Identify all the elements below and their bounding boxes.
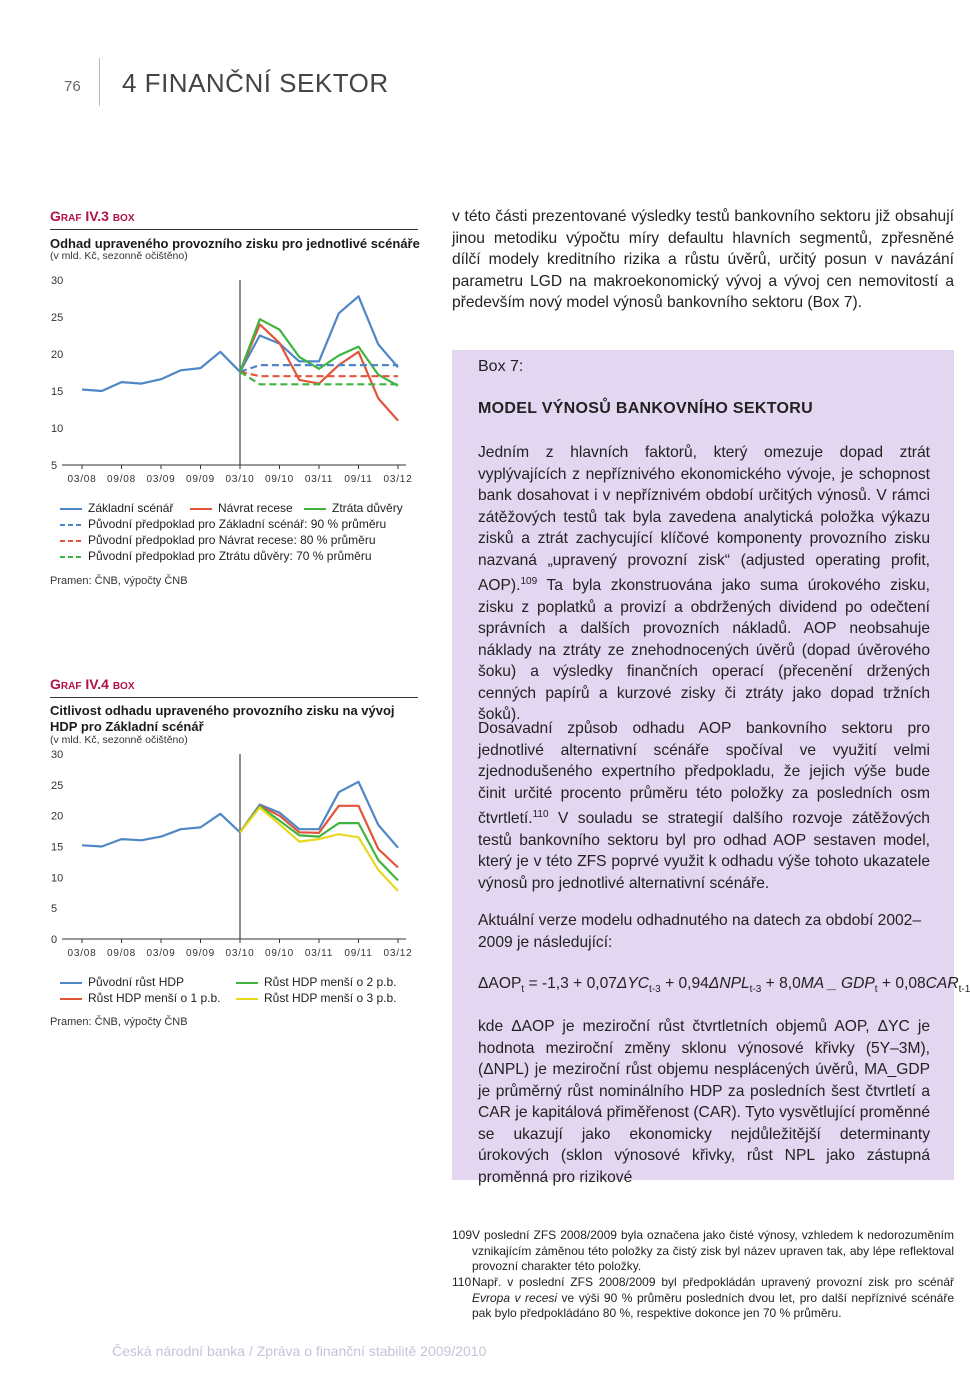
formula-sub-t3-b: t-3 — [749, 984, 762, 996]
legend-orig-baseline — [60, 516, 386, 532]
legend-recession-label: Návrat recese — [218, 501, 293, 515]
legend-loss-label: Ztráta důvěry — [332, 501, 403, 515]
chapter-title: 4 FINANČNÍ SEKTOR — [122, 68, 389, 98]
graf2-ytick-label: 0 — [51, 934, 58, 946]
graf1-xtick-label: 03/10 — [225, 474, 255, 485]
graf1-rule — [50, 229, 418, 230]
legend-orig-baseline-label: Původní předpoklad pro Základní scénář: 90 % průměru — [88, 517, 387, 531]
footnote-110-text-em: Evropa v recesi — [472, 1290, 558, 1305]
legend-gdp-orig — [60, 974, 184, 990]
footnote-110-text — [472, 1275, 954, 1322]
graf2-xtick-label: 09/08 — [106, 948, 137, 959]
graf2-xtick-label: 09/11 — [344, 948, 373, 959]
formula-car: CAR — [925, 975, 959, 992]
legend-gdp-minus1-label: Růst HDP menší o 1 p.b. — [88, 991, 221, 1005]
graf1-title: Odhad upraveného provozního zisku pro jednotlivé scénáře — [50, 236, 420, 251]
header-divider — [99, 58, 100, 106]
box7-p2a-text: Dosavadní způsob odhadu AOP bankovního sektoru pro jednotlivé alternativní scénáře spočíval ve využití velmi zjednodušeného expertního předpokladu, že jejich výše bude činit určité procento průměru této položky za posledních osm čtvrtletí. — [478, 720, 930, 828]
legend-gdp-orig-label: Původní růst HDP — [88, 975, 185, 989]
graf2-xtick-label: 03/08 — [67, 948, 97, 959]
box7-p2b-text: V souladu se strategií dalšího rozvoje zátěžových testů bankovního sektoru byl pro odhad AOP sestaven model, který je v této ZFS poprvé využit k odhadu výše tohoto ukazatele výnosů pro jednotlivé alternativní scénáře. — [478, 810, 930, 892]
graf2-xtick-label: 09/10 — [264, 948, 295, 959]
formula-eq: = -1,3 + 0,07 — [528, 975, 617, 992]
page-footer: Česká národní banka / Zpráva o finanční stabilitě 2009/2010 — [112, 1343, 487, 1359]
box7-title: MODEL VÝNOSŮ BANKOVNÍHO SEKTORU — [478, 400, 813, 417]
formula-sub-t3-a: t-3 — [649, 984, 661, 996]
graf1-label: Graf IV.3 box — [50, 208, 135, 224]
footnote-ref-109: 109 — [520, 576, 538, 587]
footnote-110-number: 110 — [452, 1275, 472, 1289]
graf1-unit: (v mld. Kč, sezonně očištěno) — [50, 250, 188, 262]
box7-p1b-text: Ta byla zkonstruována jako suma úrokového zisku, zisku z poplatků a provizí a obdržených dividend po odečtení správních a dalších provozních nákladů. AOP neobsahuje náklady na ztráty ze znehodnocených úvěrů (dopad úvěrového šoku) a výsledky finančních operací (přecenění držených cenných papírů a kurzové zisky či ztráty jako dopad tržních šoků). — [478, 577, 930, 724]
intro-paragraph: v této části prezentované výsledky testů bankovního sektoru již obsahují jinou metodiku výpočtu míry defaultu hlavních segmentů, zpřesněné dílčí modely kreditního rizika a růstu úvěrů, určitý posun v navázání parametru LGD na makroekonomický vývoj a vývoj cen nemovitostí a především nový model výnosů bankovního sektoru (Box 7). — [452, 208, 954, 311]
box7-paragraph-2 — [478, 718, 930, 894]
legend-loss — [304, 500, 403, 516]
formula-plus2: + 8,0 — [765, 975, 801, 992]
legend-baseline — [60, 500, 173, 516]
box7-paragraph-3: Aktuální verze modelu odhadnutého na datech za období 2002–2009 je následující: — [478, 912, 922, 951]
formula-yc: ΔYC — [616, 975, 650, 992]
legend-orig-recession-label: Původní předpoklad pro Návrat recese: 80 % průměru — [88, 533, 376, 547]
graf2-title: Citlivost odhadu upraveného provozního zisku na vývoj HDP pro Základní scénář — [50, 703, 395, 734]
formula-sub-t: t — [521, 984, 525, 996]
graf1-xtick-label: 03/09 — [146, 474, 176, 485]
graf1-xtick-label: 09/08 — [106, 474, 137, 485]
formula-npl: ΔNPL — [708, 975, 750, 992]
legend-gdp-minus3-label: Růst HDP menší o 3 p.b. — [264, 991, 397, 1005]
graf2-chart — [40, 748, 430, 966]
graf2-ytick-label: 5 — [51, 903, 58, 916]
legend-baseline-label: Základní scénář — [88, 501, 174, 515]
legend-gdp-minus2 — [236, 974, 397, 990]
graf1-xtick-label: 09/11 — [344, 474, 373, 485]
graf1-ytick-label: 10 — [51, 423, 64, 435]
graf2-rule — [50, 697, 418, 698]
graf1-series-line-1 — [240, 324, 398, 420]
aop-formula — [478, 975, 970, 995]
graf2-ytick-label: 25 — [51, 779, 64, 792]
graf1-source: Pramen: ČNB, výpočty ČNB — [50, 575, 188, 587]
graf2-ytick-label: 30 — [51, 749, 64, 761]
box7-paragraph-1 — [478, 442, 930, 726]
formula-magdp: MA _ GDP — [800, 975, 875, 992]
legend-orig-loss — [60, 548, 372, 564]
legend-gdp-minus2-label: Růst HDP menší o 2 p.b. — [264, 975, 397, 989]
graf1-xtick-label: 03/11 — [304, 474, 334, 485]
footnote-110 — [452, 1275, 954, 1322]
box7-label: Box 7: — [478, 358, 524, 375]
graf2-ytick-label: 20 — [51, 810, 64, 823]
graf2-ytick-label: 15 — [51, 841, 64, 854]
graf1-ytick-label: 20 — [51, 349, 64, 361]
legend-gdp-minus3 — [236, 990, 397, 1006]
graf2-xtick-label: 03/09 — [146, 948, 176, 959]
legend-recession — [190, 500, 293, 516]
graf1-chart — [40, 265, 430, 495]
graf2-xtick-label: 03/10 — [225, 948, 255, 959]
graf1-ytick-label: 5 — [51, 460, 58, 472]
formula-lhs: ΔAOP — [478, 975, 522, 992]
graf2-xtick-label: 09/09 — [185, 948, 216, 959]
graf2-label: Graf IV.4 box — [50, 676, 135, 692]
graf1-ytick-label: 30 — [51, 275, 64, 287]
graf2-unit: (v mld. Kč, sezonně očištěno) — [50, 734, 188, 746]
formula-sub-t1: t-1 — [958, 984, 970, 996]
formula-sub-t-b: t — [874, 984, 878, 996]
graf1-xtick-label: 09/10 — [264, 474, 295, 485]
footnote-109-number: 109 — [452, 1228, 473, 1242]
page-number: 76 — [64, 78, 81, 95]
graf2-source: Pramen: ČNB, výpočty ČNB — [50, 1016, 188, 1028]
legend-orig-recession — [60, 532, 376, 548]
formula-plus3: + 0,08 — [881, 975, 926, 992]
graf2-ytick-label: 10 — [51, 872, 64, 885]
graf1-xtick-label: 09/09 — [185, 474, 216, 485]
footnote-109-text: V poslední ZFS 2008/2009 byla označena jako čisté výnosy, vzhledem k nedorozuměním vznikajícím záměnou této položky za čistý zisk byl název upraven tak, aby lépe reflektoval provozní charakter této položky. — [472, 1228, 954, 1273]
formula-plus1: + 0,94 — [665, 975, 709, 992]
legend-orig-loss-label: Původní předpoklad pro Ztrátu důvěry: 70 % průměru — [88, 549, 372, 563]
footnote-109 — [452, 1228, 954, 1275]
graf2-xtick-label: 03/11 — [304, 948, 334, 959]
graf1-xtick-label: 03/08 — [67, 474, 97, 485]
graf2-series-line-3 — [240, 808, 398, 891]
box7-p1-text: Jedním z hlavních faktorů, který omezuje dopad ztrát vyplývajících z nepříznivého ekonomického vývoje, je schopnost bank dosahovat i v nepříznivém období určitých výnosů. V rámci zátěžových testů tak byla zavedena analytická položka výkazu zisků a ztrát zachycující klíčové komponenty provozního zisku nazvaná „upravený provozní zisk“ (adjusted operating profit, AOP). — [478, 444, 930, 595]
graf2-xtick-label: 03/12 — [383, 948, 413, 959]
box7-paragraph-4: kde ΔAOP je meziroční růst čtvrtletních objemů AOP, ΔYC je hodnota meziroční změny sklonu výnosové křivky (5Y–3M), (ΔNPL) je meziroční růst objemu nesplácených úvěrů, MA_GDP je průměrný růst nominálního HDP za posledních šest čtvrtletí a CAR je kapitálová přiměřenost (CAR). Tyto vysvětlující proměnné se ukazují jako ekonomicky nejdůležitější determinanty úrokových (sklon výnosové křivky, růst NPL jako zástupná proměnná pro rizikové — [478, 1018, 930, 1186]
graf1-ytick-label: 25 — [51, 312, 64, 324]
footnote-110-text-b: ve výši 90 % průměru posledních dvou let, pro další nepříznivé scénáře pak bylo předpokládáno 80 %, respektive dokonce jen 70 % průměru. — [472, 1290, 954, 1320]
footnote-ref-110: 110 — [532, 809, 549, 820]
graf1-series-line-4 — [240, 372, 398, 376]
graf1-xtick-label: 03/12 — [383, 474, 413, 485]
graf1-ytick-label: 15 — [51, 386, 64, 398]
footnote-110-text-a: Např. v poslední ZFS 2008/2009 byl předpokládán upravený provozní zisk pro scénář — [472, 1275, 954, 1289]
legend-gdp-minus1 — [60, 990, 221, 1006]
